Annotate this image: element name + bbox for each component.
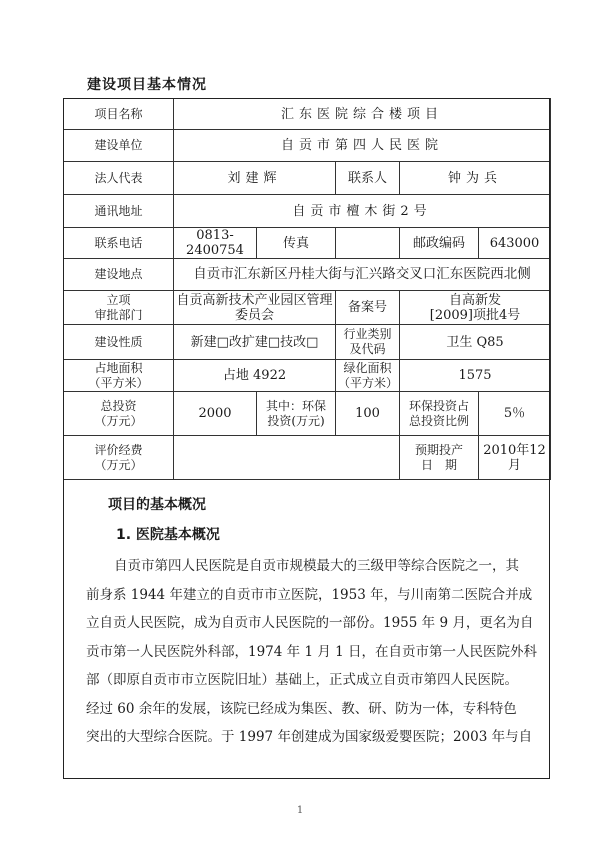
address: 自贡市檀木街2号 [174,195,551,228]
approval-dept-label-line1: 立项 [106,292,131,307]
site-label: 建设地点 [64,259,174,291]
paragraph-line: 立自贡人民医院，成为自贡市人民医院的一部份。1955 年 9 月，更名为自 [86,615,534,631]
page-number: 1 [296,805,304,816]
env-ratio-label-line2: 总投资比例 [408,413,469,428]
builder-label: 建设单位 [64,130,174,162]
area: 占地 4922 [174,360,336,392]
env-invest-label-line1: 其中：环保 [265,398,326,413]
green: 1575 [400,360,551,392]
site: 自贡市汇东新区丹桂大街与汇兴路交叉口汇东医院西北侧 [174,259,551,291]
paragraph-line: 自贡市第四人民医院是自贡市规模最大的三级甲等综合医院之一，其 [114,558,519,574]
legal-rep-label: 法人代表 [64,162,174,195]
approval-dept-label-line2: 审批部门 [94,307,143,322]
phone-label: 联系电话 [64,228,174,259]
contact-label: 联系人 [336,162,400,195]
green-label-line2: （平方米） [338,375,399,390]
record-no-line1: 自高新发 [449,292,502,308]
section-title: 项目的基本概况 [108,497,206,513]
project-name: 汇东医院综合楼项目 [174,99,551,130]
industry: 卫生 Q85 [400,325,551,360]
nature: 新建□改扩建□技改□ [174,325,336,360]
env-invest-label-line2: 投资(万元) [267,413,325,428]
contact: 钟为兵 [400,162,551,195]
env-ratio: 5％ [479,392,551,436]
prod-date-label-line2: 日 期 [420,457,457,472]
page-heading: 建设项目基本情况 [87,77,207,93]
postcode: 643000 [479,228,551,259]
record-no-line2: [2009]项批4号 [429,307,521,323]
paragraph-line: 贡市第一人民医院外科部，1974 年 1 月 1 日，在自贡市第一人民医院外科 [86,643,537,660]
invest: 2000 [174,392,257,436]
address-label: 通讯地址 [64,195,174,228]
invest-label-line1: 总投资 [100,398,137,413]
nature-label: 建设性质 [64,325,174,360]
approval-dept: 自贡高新技术产业园区管理委员会 [174,291,336,325]
postcode-label: 邮政编码 [400,228,479,259]
area-label-line1: 占地面积 [94,360,143,375]
invest-label-line2: （万元） [94,413,143,428]
env-ratio-label-line1: 环保投资占 [408,398,469,413]
eval-fee-label-line1: 评价经费 [94,442,143,457]
builder: 自贡市第四人民医院 [174,130,551,162]
eval-fee-label-line2: （万元） [94,457,143,472]
paragraph-line: 突出的大型综合医院。于 1997 年创建成为国家级爱婴医院；2003 年与自 [86,729,533,745]
green-label-line1: 绿化面积 [343,360,392,375]
project-name-label: 项目名称 [64,99,174,130]
industry-label-line1: 行业类别 [343,327,392,341]
section-paragraph [86,552,544,752]
prod-date: 2010年12月 [479,436,551,480]
paragraph-line: 部（即原自贡市市立医院旧址）基础上，正式成立自贡市第四人民医院。 [86,672,518,688]
phone: 0813-2400754 [174,228,257,259]
record-no-label: 备案号 [336,291,400,325]
paragraph-line: 前身系 1944 年建立的自贡市市立医院，1953 年，与川南第二医院合并成 [86,586,533,603]
section-subtitle: 1. 医院基本概况 [116,527,220,543]
industry-label-line2: 及代码 [349,342,386,356]
prod-date-label-line1: 预期投产 [414,442,463,457]
fax-label: 传真 [257,228,336,259]
env-invest: 100 [336,392,400,436]
area-label-line2: （平方米） [88,375,149,390]
legal-rep: 刘建辉 [174,162,336,195]
paragraph-line: 经过 60 余年的发展，该院已经成为集医、教、研、防为一体，专科特色 [86,700,517,717]
